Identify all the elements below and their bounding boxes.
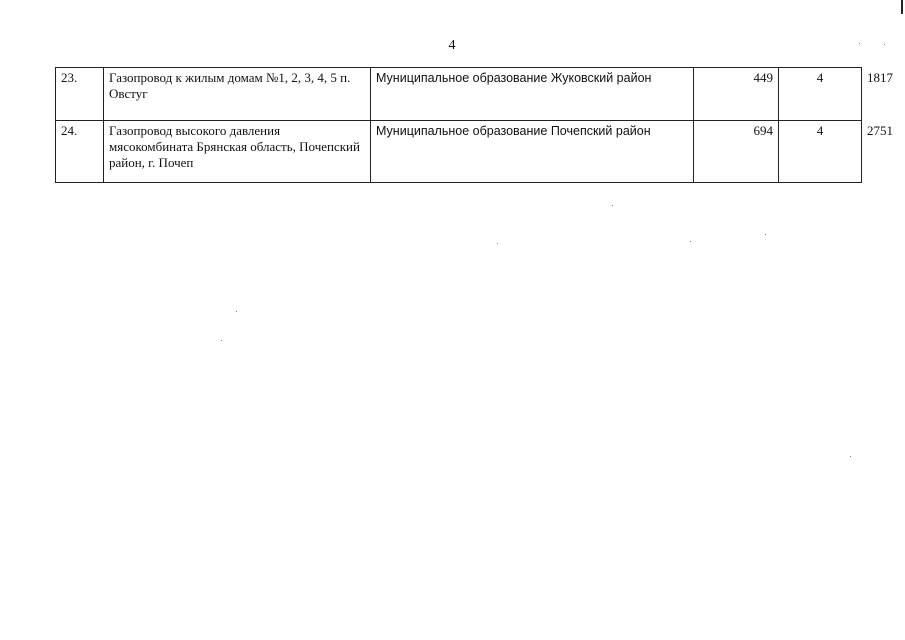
scan-speck [236, 311, 237, 312]
row-number-cell: 24. [56, 121, 104, 183]
page-number: 4 [448, 38, 456, 53]
scan-speck [497, 243, 498, 244]
scan-speck [859, 43, 860, 44]
scan-edge-mark [901, 0, 903, 14]
scan-speck [884, 44, 885, 45]
object-name-cell: Газопровод к жилым домам №1, 2, 3, 4, 5 п. Овстуг [104, 68, 371, 121]
scan-speck [690, 241, 691, 242]
table-row: 23. Газопровод к жилым домам №1, 2, 3, 4, 5 п. Овстуг Муниципальное образование Жуковский район 449 4 1817 [56, 68, 862, 121]
value-a-cell: 449 [694, 68, 779, 121]
row-number-cell: 23. [56, 68, 104, 121]
scan-speck [221, 340, 222, 341]
value-b-cell: 4 [779, 68, 862, 121]
scan-speck [612, 205, 613, 206]
value-a-cell: 694 [694, 121, 779, 183]
objects-table [55, 67, 893, 183]
owner-cell: Муниципальное образование Почепский район [371, 121, 694, 183]
scan-speck [765, 234, 766, 235]
scan-speck [850, 456, 851, 457]
owner-cell: Муниципальное образование Жуковский район [371, 68, 694, 121]
value-b-cell: 4 [779, 121, 862, 183]
table-row: 24. Газопровод высокого давления мясокомбината Брянская область, Почепский район, г. Почеп Муниципальное образование Почепский район 694 4 2751 [56, 121, 862, 183]
object-name-cell: Газопровод высокого давления мясокомбината Брянская область, Почепский район, г. Почеп [104, 121, 371, 183]
